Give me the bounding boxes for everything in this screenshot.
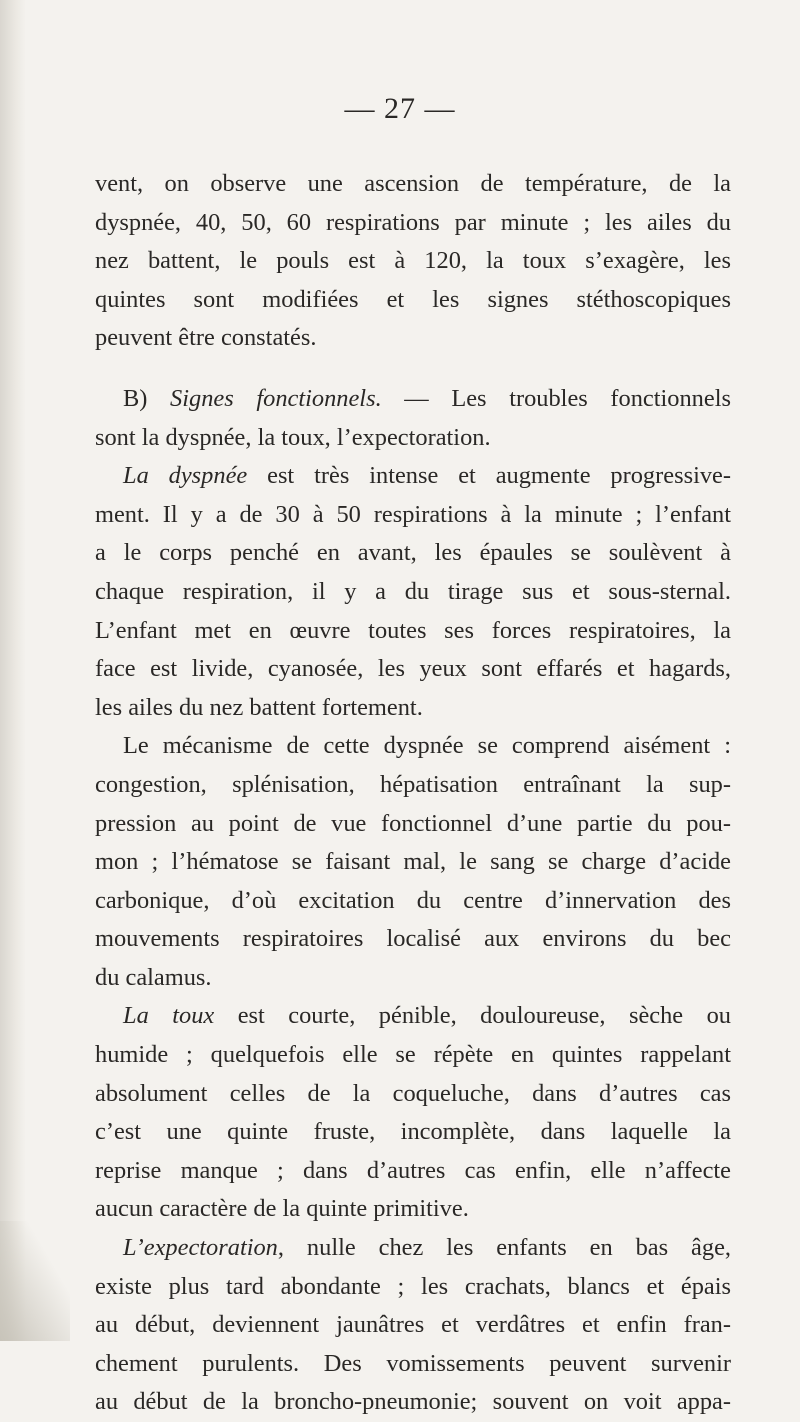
line-text: existe plus tard abondante ; les crachats, blancs et épais (95, 1272, 731, 1300)
line-text: ment. Il y a de 30 à 50 respirations à la minute ; l’enfant (95, 500, 731, 528)
text-line (95, 534, 731, 573)
line-text: c’est une quinte fruste, incomplète, dans laquelle la (95, 1118, 731, 1146)
line-text: L’enfant met en œuvre toutes ses forces respiratoires, la (95, 616, 731, 644)
text-line (95, 1036, 731, 1075)
line-text: peuvent être constatés. (95, 324, 317, 352)
text-line (95, 1383, 731, 1422)
line-text: sont la dyspnée, la toux, l’expectoration. (95, 423, 491, 451)
text-line (95, 1229, 731, 1268)
body-text (95, 165, 731, 1422)
italic-heading: L’expectoration (123, 1234, 278, 1262)
page-number: — 27 — (344, 92, 456, 125)
line-text: carbonique, d’où excitation du centre d’innervation des (95, 886, 731, 914)
line-text: absolument celles de la coqueluche, dans d’autres cas (95, 1079, 731, 1107)
text-line (95, 689, 731, 728)
line-text: dyspnée, 40, 50, 60 respirations par minute ; les ailes du (95, 208, 731, 236)
line-text: mon ; l’hématose se faisant mal, le sang se charge d’acide (95, 848, 731, 876)
text-line (95, 805, 731, 844)
text-line (95, 165, 731, 204)
line-text: chaque respiration, il y a du tirage sus et sous-sternal. (95, 577, 731, 605)
page-corner-shadow (0, 1221, 70, 1341)
line-text: les ailes du nez battent fortement. (95, 693, 423, 721)
text-line (95, 1345, 731, 1384)
line-text: a le corps penché en avant, les épaules se soulèvent à (95, 539, 731, 567)
text-line (95, 281, 731, 320)
line-text: quintes sont modifiées et les signes stéthoscopiques (95, 285, 731, 313)
text-line (95, 920, 731, 959)
page-binding-shadow (0, 0, 26, 1341)
line-text: mouvements respiratoires localisé aux environs du bec (95, 925, 731, 953)
text-line (95, 959, 731, 998)
line-text: du calamus. (95, 963, 212, 991)
line-text: humide ; quelquefois elle se répète en quintes rappelant (95, 1041, 731, 1069)
line-text: chement purulents. Des vomissements peuvent survenir (95, 1349, 731, 1377)
text-line (95, 1075, 731, 1114)
line-text: , nulle chez les enfants en bas âge, (277, 1234, 731, 1262)
line-text: reprise manque ; dans d’autres cas enfin, elle n’affecte (95, 1156, 731, 1184)
text-line (95, 457, 731, 496)
line-text: pression au point de vue fonctionnel d’une partie du pou- (95, 809, 731, 837)
line-text: — Les troubles fonctionnels (381, 384, 731, 412)
text-line (95, 1268, 731, 1307)
paragraph-gap (95, 358, 731, 380)
text-line (95, 242, 731, 281)
italic-heading: Signes fonctionnels. (170, 384, 382, 412)
line-prefix: B) (123, 384, 171, 412)
text-line (95, 997, 731, 1036)
text-line (95, 319, 731, 358)
text-line (95, 1113, 731, 1152)
text-line (95, 727, 731, 766)
line-text: au début de la broncho-pneumonie; souvent on voit appa- (95, 1388, 731, 1416)
text-line (95, 1152, 731, 1191)
text-line (95, 380, 731, 419)
line-text: vent, on observe une ascension de température, de la (95, 170, 731, 197)
italic-heading: La toux (123, 1002, 215, 1030)
line-text: nez battent, le pouls est à 120, la toux s’exagère, les (95, 247, 731, 275)
text-line (95, 1306, 731, 1345)
text-line (95, 496, 731, 535)
line-text: est très intense et augmente progressive- (247, 462, 731, 490)
text-line (95, 1190, 731, 1229)
line-text: aucun caractère de la quinte primitive. (95, 1195, 469, 1223)
line-text: Le mécanisme de cette dyspnée se comprend aisément : (123, 732, 731, 760)
line-text: face est livide, cyanosée, les yeux sont effarés et hagards, (95, 655, 731, 683)
text-line (95, 204, 731, 243)
text-line (95, 843, 731, 882)
line-text: au début, deviennent jaunâtres et verdâtres et enfin fran- (95, 1311, 731, 1339)
text-line (95, 573, 731, 612)
text-line (95, 882, 731, 921)
text-line (95, 612, 731, 651)
text-line (95, 766, 731, 805)
italic-heading: La dyspnée (123, 462, 248, 490)
text-line (95, 650, 731, 689)
text-line (95, 419, 731, 458)
line-text: est courte, pénible, douloureuse, sèche ou (214, 1002, 731, 1030)
line-text: congestion, splénisation, hépatisation entraînant la sup- (95, 770, 731, 798)
